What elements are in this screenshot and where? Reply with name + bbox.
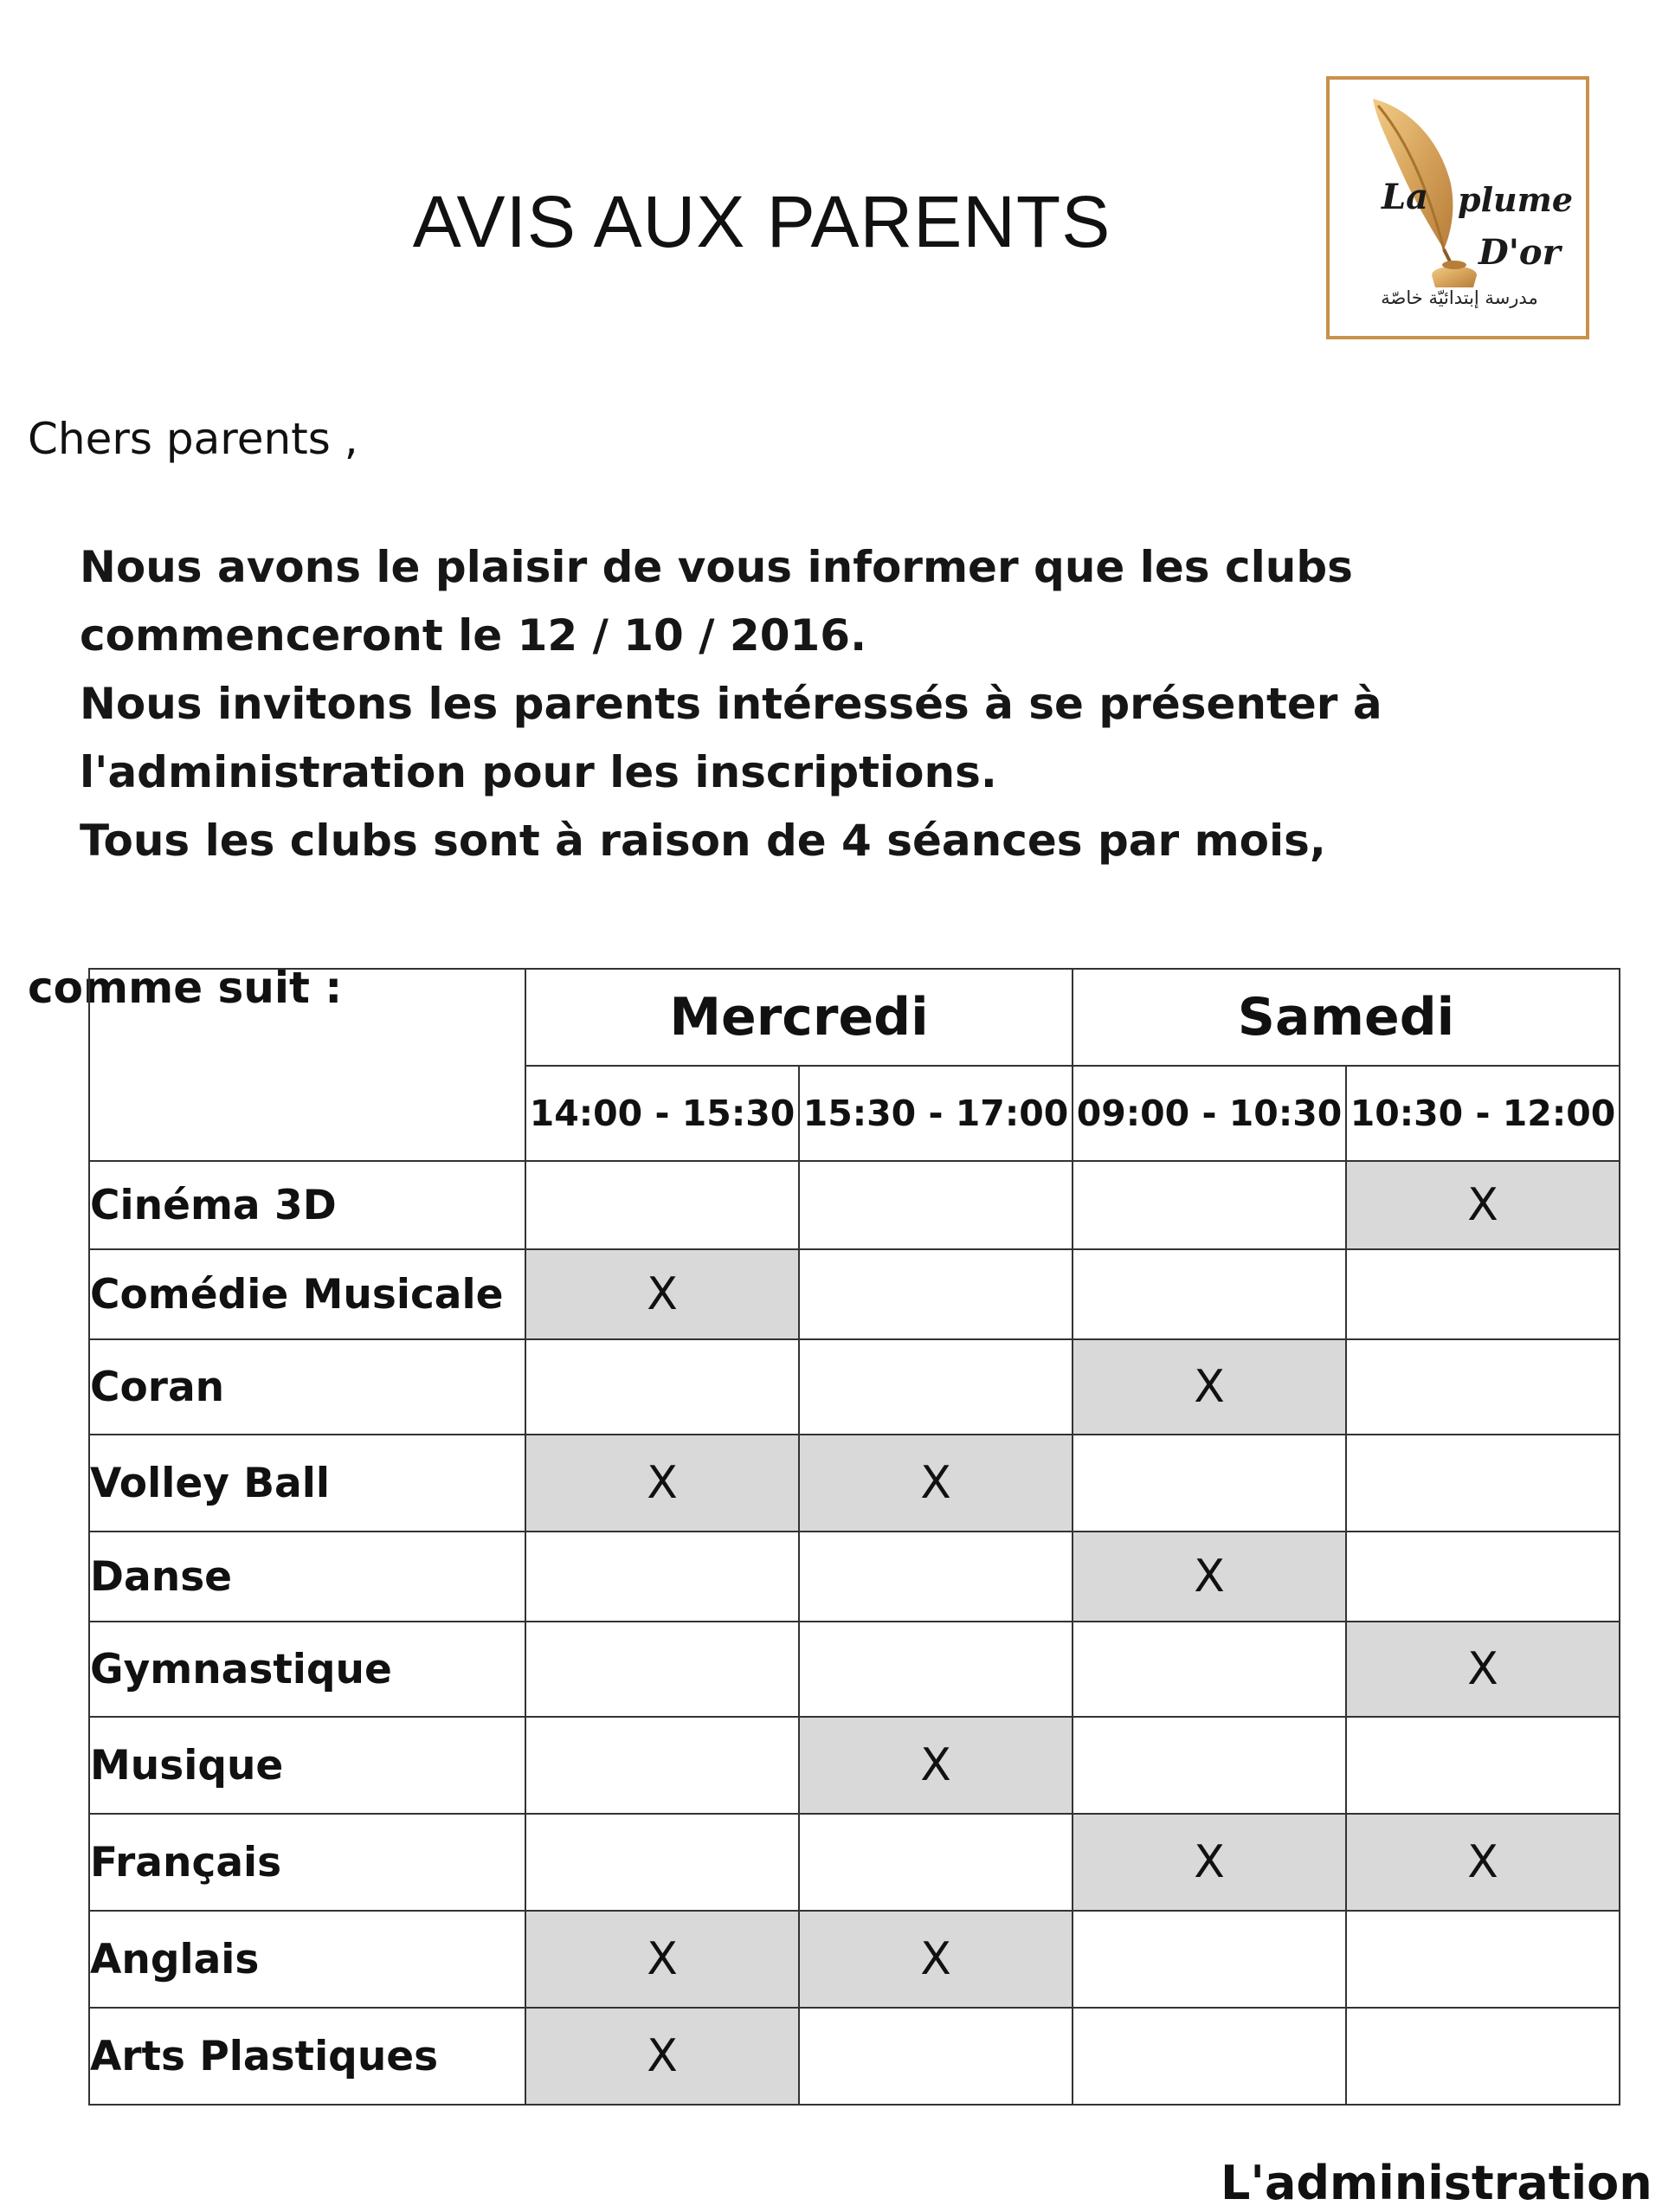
intro-line: Nous invitons les parents intéressés à se présenter à [80, 679, 1382, 729]
intro-line: Nous avons le plaisir de vous informer que les clubs [80, 542, 1353, 592]
day-header-row [89, 969, 1620, 1066]
schedule-cell-marked: X [525, 1249, 799, 1339]
club-name: Arts Plastiques [89, 2008, 525, 2105]
schedule-cell-empty [1073, 1435, 1346, 1532]
page-title: AVIS AUX PARENTS [412, 181, 1111, 262]
schedule-cell-empty [799, 1814, 1073, 1911]
schedule-cell-empty [1073, 2008, 1346, 2105]
club-name: Français [89, 1814, 525, 1911]
schedule-cell-marked: X [799, 1435, 1073, 1532]
schedule-cell-empty [799, 1622, 1073, 1717]
intro-line: commenceront le 12 / 10 / 2016. [80, 610, 867, 661]
club-schedule-table [88, 968, 1620, 2106]
schedule-cell-marked: X [799, 1911, 1073, 2008]
logo-arabic-caption: مدرسة إبتدائيّة خاصّة [1381, 287, 1538, 308]
club-name: Gymnastique [89, 1622, 525, 1717]
school-logo [1326, 76, 1589, 339]
slot-header: 15:30 - 17:00 [799, 1066, 1073, 1161]
schedule-cell-empty [1346, 1249, 1620, 1339]
schedule-cell-empty [525, 1339, 799, 1435]
table-row [89, 1717, 1620, 1814]
table-row [89, 1911, 1620, 2008]
table-row [89, 1249, 1620, 1339]
lead-in-text: comme suit : [28, 963, 343, 1013]
schedule-cell-marked: X [1073, 1532, 1346, 1622]
intro-paragraph [80, 533, 1551, 875]
schedule-cell-empty [1346, 1532, 1620, 1622]
slot-header: 10:30 - 12:00 [1346, 1066, 1620, 1161]
schedule-cell-empty [525, 1717, 799, 1814]
schedule-cell-marked: X [1346, 1814, 1620, 1911]
club-name: Anglais [89, 1911, 525, 2008]
schedule-cell-empty [1073, 1622, 1346, 1717]
signature: L'administration [1221, 2156, 1652, 2210]
schedule-cell-empty [1346, 1911, 1620, 2008]
schedule-cell-empty [525, 1161, 799, 1249]
club-name: Volley Ball [89, 1435, 525, 1532]
schedule-cell-marked: X [525, 2008, 799, 2105]
table-row [89, 2008, 1620, 2105]
logo-word-plume: plume [1458, 180, 1574, 219]
schedule-cell-empty [525, 1532, 799, 1622]
schedule-cell-empty [1073, 1161, 1346, 1249]
table-row [89, 1435, 1620, 1532]
club-name: Comédie Musicale [89, 1249, 525, 1339]
schedule-cell-empty [799, 1249, 1073, 1339]
logo-word-dor: D'or [1478, 232, 1561, 273]
table-row [89, 1532, 1620, 1622]
schedule-cell-empty [525, 1814, 799, 1911]
table-row [89, 1814, 1620, 1911]
table-row [89, 1161, 1620, 1249]
club-name: Danse [89, 1532, 525, 1622]
schedule-cell-marked: X [1073, 1339, 1346, 1435]
schedule-cell-empty [799, 1339, 1073, 1435]
schedule-cell-marked: X [1346, 1622, 1620, 1717]
club-name: Cinéma 3D [89, 1161, 525, 1249]
schedule-cell-empty [799, 2008, 1073, 2105]
table-row [89, 1339, 1620, 1435]
schedule-cell-empty [1073, 1911, 1346, 2008]
schedule-cell-empty [1073, 1249, 1346, 1339]
day-header-mercredi: Mercredi [525, 969, 1073, 1066]
schedule-cell-empty [799, 1532, 1073, 1622]
club-name: Coran [89, 1339, 525, 1435]
schedule-cell-empty [1346, 2008, 1620, 2105]
slot-header: 14:00 - 15:30 [525, 1066, 799, 1161]
schedule-cell-marked: X [525, 1435, 799, 1532]
schedule-cell-marked: X [799, 1717, 1073, 1814]
intro-line: l'administration pour les inscriptions. [80, 747, 997, 797]
schedule-cell-empty [1346, 1435, 1620, 1532]
logo-word-la: La [1382, 177, 1429, 217]
intro-line: Tous les clubs sont à raison de 4 séances par mois, [80, 816, 1326, 866]
schedule-cell-empty [799, 1161, 1073, 1249]
greeting: Chers parents , [28, 414, 358, 464]
table-row [89, 1622, 1620, 1717]
schedule-cell-empty [1346, 1339, 1620, 1435]
day-header-samedi: Samedi [1073, 969, 1620, 1066]
schedule-cell-marked: X [525, 1911, 799, 2008]
schedule-cell-empty [1073, 1717, 1346, 1814]
schedule-body [89, 1161, 1620, 2105]
slot-header: 09:00 - 10:30 [1073, 1066, 1346, 1161]
club-name: Musique [89, 1717, 525, 1814]
table-corner [89, 969, 525, 1161]
schedule-cell-empty [525, 1622, 799, 1717]
schedule-cell-marked: X [1346, 1161, 1620, 1249]
schedule-cell-empty [1346, 1717, 1620, 1814]
schedule-cell-marked: X [1073, 1814, 1346, 1911]
